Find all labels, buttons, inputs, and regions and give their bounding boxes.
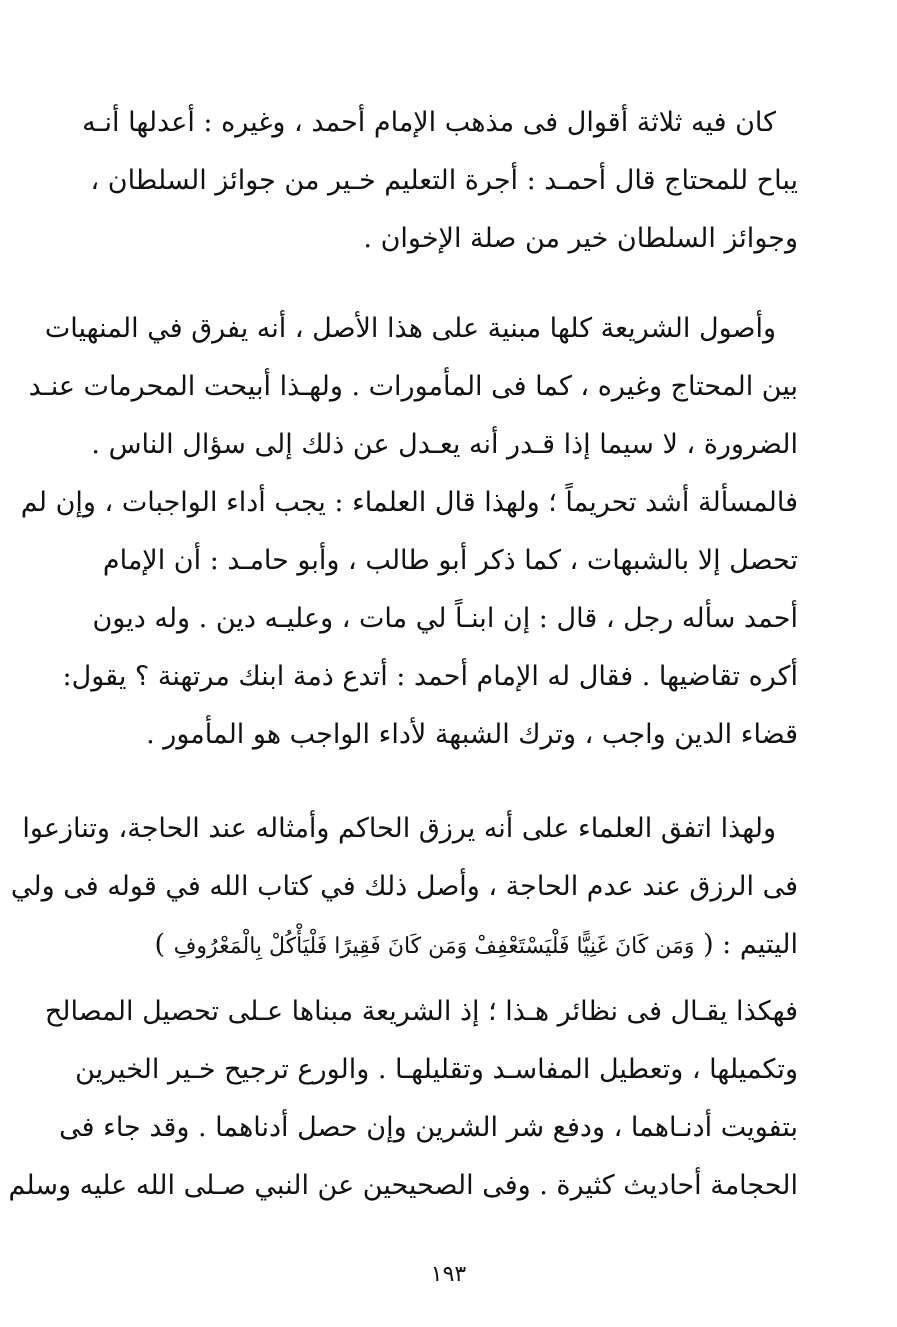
paragraph-1 xyxy=(82,94,798,268)
text-line: فى الرزق عند عدم الحاجة ، وأصل ذلك في كتاب الله في قوله فى ولي xyxy=(10,871,798,902)
text-line: الضرورة ، لا سيما إذا قـدر أنه يعـدل عن ذلك إلى سؤال الناس . xyxy=(91,429,798,460)
text-line: وجوائز السلطان خير من صلة الإخوان . xyxy=(363,223,798,254)
text-line: كان فيه ثلاثة أقوال فى مذهب الإمام أحمد ، وغيره : أعدلها أنـه xyxy=(82,107,776,138)
quran-verse: وَمَن كَانَ غَنِيًّا فَلْيَسْتَعْفِفْ وَمَن كَانَ فَقِيرًا فَلْيَأْكُلْ بِالْمَعْرُوفِ xyxy=(173,934,695,959)
text-line: فهكذا يقـال فى نظائر هـذا ؛ إذ الشريعة مبناها عـلى تحصيل المصالح xyxy=(44,996,798,1027)
text-line: أحمد سأله رجل ، قال : إن ابنـاً لي مات ، وعليـه دين . وله ديون xyxy=(92,603,798,634)
text-line: وتكميلها ، وتعطيل المفاسـد وتقليلهـا . والورع ترجيح خـير الخيرين xyxy=(75,1054,798,1085)
text-line: بين المحتاج وغيره ، كما فى المأمورات . ولهـذا أبيحت المحرمات عنـد xyxy=(28,371,798,402)
verse-close: ) xyxy=(154,929,165,960)
text-line: قضاء الدين واجب ، وترك الشبهة لأداء الواجب هو المأمور . xyxy=(146,719,798,750)
text-line: أكره تقاضيها . فقال له الإمام أحمد : أتدع ذمة ابنك مرتهنة ؟ يقول: xyxy=(62,661,798,692)
text-line: يباح للمحتاج قال أحمـد : أجرة التعليم خـير من جوائز السلطان ، xyxy=(90,165,798,196)
text-line: وأصول الشريعة كلها مبنية على هذا الأصل ، أنه يفرق في المنهيات xyxy=(44,313,776,344)
text-line: ولهذا اتفق العلماء على أنه يرزق الحاكم وأمثاله عند الحاجة، وتنازعوا xyxy=(22,813,776,844)
paragraph-4 xyxy=(8,983,798,1215)
text-line: تحصل إلا بالشبهات ، كما ذكر أبو طالب ، وأبو حامـد : أن الإمام xyxy=(102,545,798,576)
paragraph-3 xyxy=(10,800,798,974)
page-number: ١٩٣ xyxy=(430,1262,467,1287)
text-line: بتفويت أدنـاهما ، ودفع شر الشرين وإن حصل أدناهما . وقد جاء فى xyxy=(59,1112,798,1143)
verse-lead: اليتيم : ( xyxy=(703,929,798,960)
text-line: الحجامة أحاديث كثيرة . وفى الصحيحين عن النبي صـلى الله عليه وسلم xyxy=(8,1170,798,1201)
verse-line xyxy=(108,916,798,974)
text-line: فالمسألة أشد تحريماً ؛ ولهذا قال العلماء : يجب أداء الواجبات ، وإن لم xyxy=(20,487,798,518)
paragraph-2 xyxy=(20,300,798,764)
